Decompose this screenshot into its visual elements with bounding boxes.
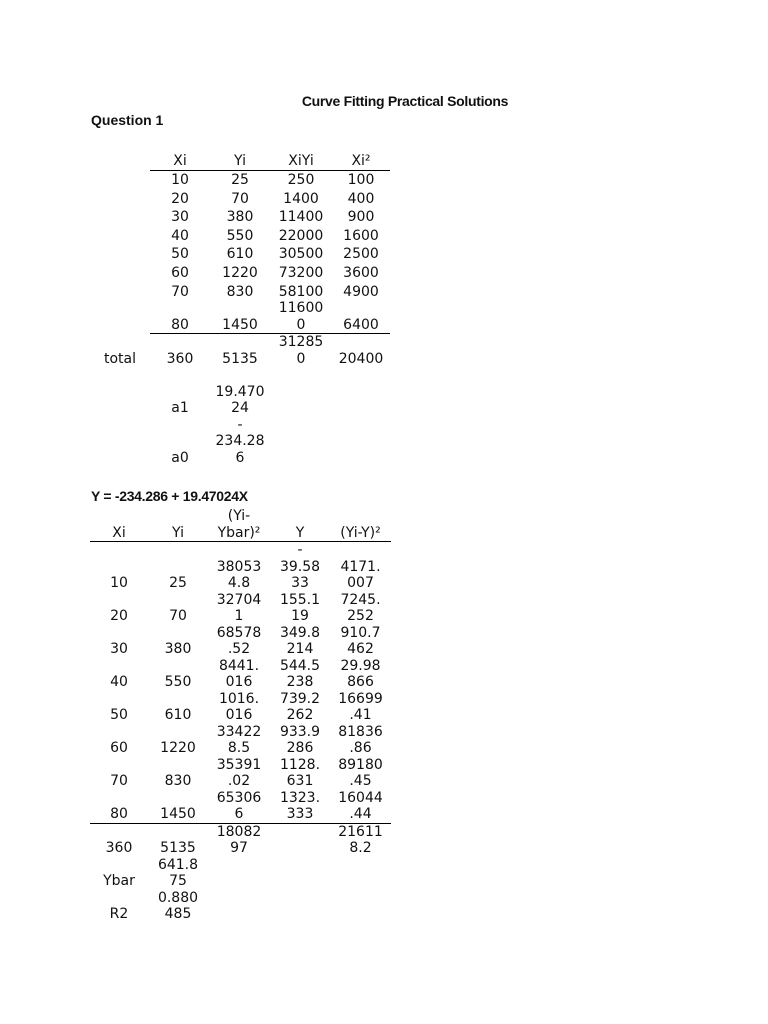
cell-yi: 1220 <box>160 740 196 756</box>
ybar-row <box>90 857 391 890</box>
cell-xiyi: 73200 <box>278 265 324 282</box>
cell-y: - 39.58 33 <box>270 542 330 592</box>
sums-table <box>90 150 390 466</box>
cell-yi: 1450 <box>222 316 258 333</box>
r2-value: 0.880 485 <box>157 889 199 922</box>
cell-yi-y-sq: 81836 .86 <box>338 723 383 756</box>
r2-row <box>90 890 391 923</box>
cell-y: 933.9 286 <box>279 723 321 756</box>
cell-xi2: 900 <box>347 209 375 226</box>
cell-yi: 550 <box>226 227 254 244</box>
cell-yi: 70 <box>169 608 187 624</box>
r2-label: R2 <box>109 906 129 922</box>
cell-xi: 10 <box>150 170 210 189</box>
question-heading: Question 1 <box>91 112 164 128</box>
header-yi: Yi <box>234 153 246 169</box>
total-label: total <box>103 350 136 367</box>
table-row <box>90 691 391 724</box>
ybar-label: Ybar <box>103 873 135 889</box>
cell-xi2: 3600 <box>343 265 379 282</box>
total-yi-ybar-sq: 18082 97 <box>208 823 270 857</box>
cell-xi2: 100 <box>332 170 390 189</box>
cell-xi: 20 <box>110 608 128 624</box>
cell-y: 349.8 214 <box>279 624 321 657</box>
table-row <box>90 625 391 658</box>
total-y <box>270 823 330 857</box>
cell-y: 739.2 262 <box>279 690 321 723</box>
cell-xi: 70 <box>110 773 128 789</box>
table-row <box>90 263 390 282</box>
total-xi: 360 <box>150 334 210 368</box>
cell-xiyi: 58100 <box>278 283 324 300</box>
residuals-table <box>90 508 391 923</box>
cell-xi: 70 <box>171 283 189 300</box>
cell-yi: 70 <box>231 190 249 207</box>
cell-xi2: 6400 <box>343 316 379 333</box>
cell-xi: 50 <box>110 707 128 723</box>
header-yi: Yi <box>172 524 184 541</box>
cell-xi: 30 <box>110 641 128 657</box>
cell-xi2: 4900 <box>343 283 379 300</box>
regression-equation: Y = -234.286 + 19.47024X <box>91 488 248 504</box>
cell-xiyi: 1400 <box>283 190 319 207</box>
header-xi: Xi <box>112 524 126 541</box>
cell-xi2: 1600 <box>343 227 379 244</box>
header-xi2: Xi² <box>351 153 371 169</box>
cell-yi-y-sq: 16699 .41 <box>338 690 383 723</box>
table-row <box>90 724 391 757</box>
cell-yi: 25 <box>148 542 208 592</box>
header-xi: Xi <box>173 153 187 169</box>
cell-xi: 40 <box>171 227 189 244</box>
total-row <box>90 334 390 368</box>
table-row <box>90 189 390 208</box>
cell-y: 1128. 631 <box>279 756 321 789</box>
table-row <box>90 757 391 790</box>
total-yi: 5135 <box>210 334 270 368</box>
cell-yi-y-sq: 16044 .44 <box>338 789 383 822</box>
table-row <box>90 658 391 691</box>
cell-yi-y-sq: 7245. 252 <box>340 591 381 624</box>
cell-xi: 50 <box>171 246 189 263</box>
cell-yi: 610 <box>164 707 192 723</box>
cell-yi-ybar-sq: 33422 8.5 <box>216 723 262 756</box>
cell-yi: 25 <box>210 170 270 189</box>
cell-yi: 830 <box>164 773 192 789</box>
cell-y: 544.5 238 <box>279 657 321 690</box>
cell-xi: 60 <box>171 265 189 282</box>
table-row <box>90 542 391 592</box>
a1-value: 19.470 24 <box>215 383 265 417</box>
cell-yi-ybar-sq: 68578 .52 <box>216 624 262 657</box>
a1-label: a1 <box>171 400 189 417</box>
a0-row <box>90 417 390 467</box>
cell-xiyi: 30500 <box>278 246 324 263</box>
table-row <box>90 300 390 334</box>
cell-yi-y-sq: 29.98 866 <box>340 657 381 690</box>
cell-xi: 80 <box>110 806 128 822</box>
total-xi2: 20400 <box>332 334 390 368</box>
header-yi-ybar-sq: (Yi- Ybar)² <box>217 508 261 541</box>
cell-yi-ybar-sq: 32704 1 <box>216 591 262 624</box>
cell-yi-y-sq: 910.7 462 <box>340 624 381 657</box>
table-header-row <box>90 150 390 170</box>
table-row <box>90 244 390 263</box>
cell-yi: 830 <box>226 283 254 300</box>
cell-yi: 610 <box>226 246 254 263</box>
cell-yi-ybar-sq: 8441. 016 <box>218 657 260 690</box>
ybar-value: 641.8 75 <box>157 856 199 889</box>
cell-yi: 1450 <box>160 806 196 822</box>
cell-xi2: 2500 <box>343 246 379 263</box>
cell-xiyi: 11600 0 <box>278 300 324 333</box>
cell-yi: 550 <box>164 674 192 690</box>
cell-yi: 380 <box>226 209 254 226</box>
table-header-row <box>90 508 391 542</box>
cell-yi-y-sq: 89180 .45 <box>338 756 383 789</box>
cell-yi: 380 <box>164 641 192 657</box>
cell-xi: 20 <box>171 190 189 207</box>
page-title: Curve Fitting Practical Solutions <box>301 93 509 109</box>
cell-y: 1323. 333 <box>279 789 321 822</box>
table-row <box>90 592 391 625</box>
cell-xi: 80 <box>171 316 189 333</box>
a1-row <box>90 384 390 417</box>
cell-yi-ybar-sq: 38053 4.8 <box>208 542 270 592</box>
cell-y: 155.1 19 <box>279 591 321 624</box>
a0-value: - 234.28 6 <box>215 416 265 466</box>
total-xiyi: 31285 0 <box>270 334 332 368</box>
table-row <box>90 170 390 189</box>
cell-xiyi: 11400 <box>278 209 324 226</box>
cell-xi2: 400 <box>347 190 375 207</box>
table-row <box>90 282 390 301</box>
total-row <box>90 823 391 857</box>
cell-xi: 60 <box>110 740 128 756</box>
header-y: Y <box>295 524 305 541</box>
table-row <box>90 790 391 824</box>
cell-xiyi: 22000 <box>278 227 324 244</box>
cell-xi: 40 <box>110 674 128 690</box>
cell-yi-ybar-sq: 65306 6 <box>216 789 262 822</box>
cell-yi-y-sq: 4171. 007 <box>330 542 391 592</box>
total-xi: 360 <box>90 823 148 857</box>
total-yi: 5135 <box>148 823 208 857</box>
header-yi-y-sq: (Yi-Y)² <box>340 524 381 541</box>
table-row <box>90 226 390 245</box>
cell-xi: 30 <box>171 209 189 226</box>
cell-xiyi: 250 <box>270 170 332 189</box>
table-row <box>90 207 390 226</box>
cell-xi: 10 <box>90 542 148 592</box>
cell-yi-ybar-sq: 35391 .02 <box>216 756 262 789</box>
cell-yi-ybar-sq: 1016. 016 <box>218 690 260 723</box>
cell-yi: 1220 <box>222 265 258 282</box>
a0-label: a0 <box>171 449 189 466</box>
header-xiyi: XiYi <box>288 153 314 169</box>
total-yi-y-sq: 21611 8.2 <box>330 823 391 857</box>
